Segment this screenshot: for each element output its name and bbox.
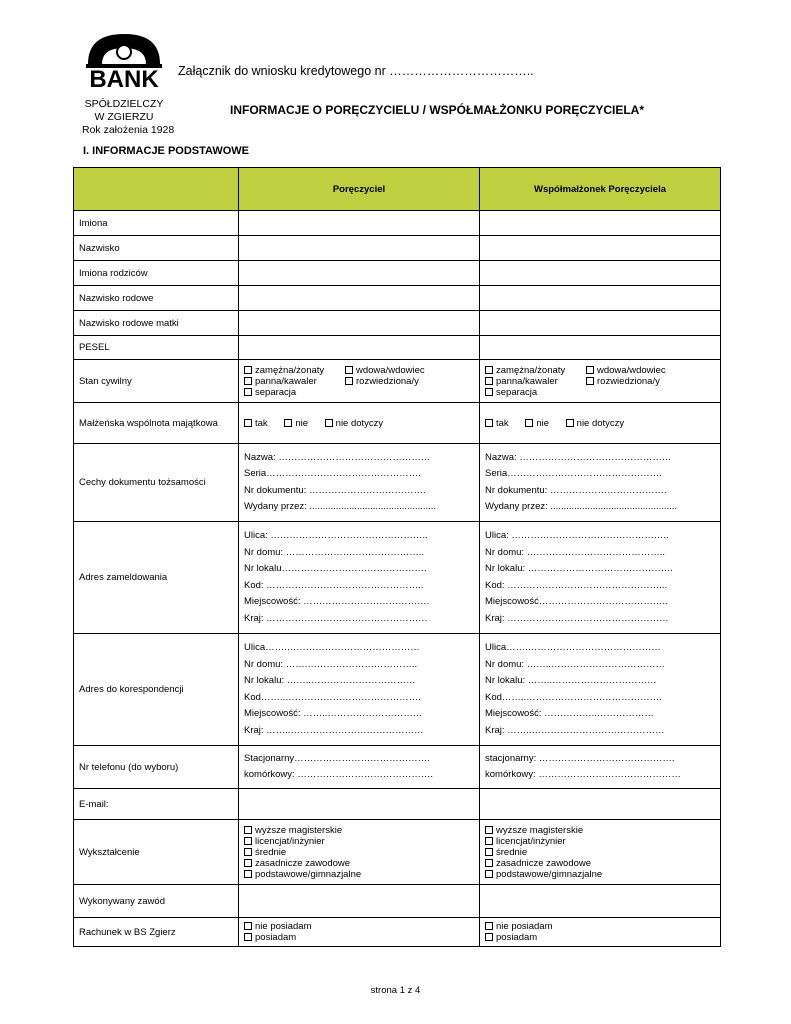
- guarantor-married-option[interactable]: zamężna/żonaty: [244, 365, 345, 376]
- row-label-first-names: Imiona: [74, 211, 239, 236]
- table-row: [74, 746, 721, 789]
- section-heading: I. INFORMACJE PODSTAWOWE: [83, 145, 250, 157]
- spouse-correspondence-address-fields: [480, 634, 721, 746]
- guarantor-community-no[interactable]: nie: [284, 418, 308, 429]
- bank-logo: [82, 30, 175, 138]
- guarantor-doc-issuer-line[interactable]: Wydany przez: ................................................: [244, 501, 437, 512]
- address-line[interactable]: Nr lokalu: ……..……………………………: [244, 675, 416, 686]
- row-label-surname: Nazwisko: [74, 236, 239, 261]
- spouse-separated-option[interactable]: separacja: [485, 387, 586, 398]
- spouse-doc-name-line[interactable]: Nazwa: …………………………………………: [485, 451, 672, 463]
- spouse-email-field[interactable]: [480, 789, 721, 820]
- checkbox-icon[interactable]: [566, 419, 574, 427]
- address-line[interactable]: Nr lokalu: ……..……………………………: [485, 675, 657, 686]
- row-label-id-document: Cechy dokumentu tożsamości: [74, 444, 239, 522]
- guarantor-surname-field[interactable]: [239, 236, 480, 261]
- guarantor-info-table: [73, 167, 721, 947]
- address-line[interactable]: Nr lokalu: ……………………………………….: [485, 563, 673, 574]
- logo-line-1: SPÓŁDZIELCZY: [84, 98, 164, 110]
- address-line[interactable]: Nr domu: ……………………………………..: [485, 546, 665, 558]
- spouse-mother-maiden-name-field[interactable]: [480, 311, 721, 336]
- landline-line[interactable]: Stacjonarny…………………………………….: [244, 752, 430, 764]
- spouse-account-options: [480, 918, 721, 947]
- checkbox-icon[interactable]: [244, 837, 252, 845]
- table-row: [74, 820, 721, 885]
- account-option-none[interactable]: nie posiadam: [485, 921, 715, 932]
- address-line[interactable]: Kraj: ……..……………………………………: [485, 724, 665, 736]
- table-row: [74, 444, 721, 522]
- row-label-maiden-name: Nazwisko rodowe: [74, 286, 239, 311]
- spouse-married-option[interactable]: zamężna/żonaty: [485, 365, 586, 376]
- education-option[interactable]: podstawowe/gimnazjalne: [244, 869, 474, 880]
- row-label-education: Wykształcenie: [74, 820, 239, 885]
- spouse-doc-series-line[interactable]: Seria………………………………………….: [485, 468, 662, 479]
- address-line[interactable]: Ulica: …………………………………………..: [244, 530, 428, 541]
- address-line[interactable]: Miejscowość…………………………………..: [485, 596, 668, 607]
- guarantor-community-na[interactable]: nie dotyczy: [325, 418, 384, 429]
- guarantor-community-yes[interactable]: tak: [244, 418, 268, 429]
- checkbox-icon[interactable]: [485, 388, 493, 396]
- column-spouse: Współmałżonek Poręczyciela: [480, 168, 721, 211]
- guarantor-pesel-field[interactable]: [239, 336, 480, 360]
- table-row: [74, 522, 721, 634]
- table-row: [74, 211, 721, 236]
- checkbox-icon[interactable]: [244, 933, 252, 941]
- checkbox-icon[interactable]: [485, 848, 493, 856]
- logo-line-2: W ZGIERZU: [94, 111, 154, 123]
- account-option-none[interactable]: nie posiadam: [244, 921, 474, 932]
- spouse-pesel-field[interactable]: [480, 336, 721, 360]
- checkbox-icon[interactable]: [244, 848, 252, 856]
- row-label-correspondence-address: Adres do korespondencji: [74, 634, 239, 746]
- row-label-occupation: Wykonywany zawód: [74, 885, 239, 918]
- checkbox-icon[interactable]: [244, 859, 252, 867]
- guarantor-email-field[interactable]: [239, 789, 480, 820]
- checkbox-icon[interactable]: [525, 419, 533, 427]
- address-line[interactable]: Kraj: ……………………………………………: [244, 612, 428, 624]
- spouse-parents-names-field[interactable]: [480, 261, 721, 286]
- checkbox-icon[interactable]: [325, 419, 333, 427]
- table-row: [74, 311, 721, 336]
- table-row: [74, 885, 721, 918]
- spouse-phone-fields: [480, 746, 721, 789]
- checkbox-icon[interactable]: [485, 366, 493, 374]
- header-empty-cell: [74, 168, 239, 211]
- row-label-marital-status: Stan cywilny: [74, 360, 239, 403]
- checkbox-icon[interactable]: [586, 377, 594, 385]
- spouse-document-fields: [480, 444, 721, 522]
- checkbox-icon[interactable]: [345, 377, 353, 385]
- checkbox-icon[interactable]: [244, 377, 252, 385]
- guarantor-phone-fields: [239, 746, 480, 789]
- spouse-single-option[interactable]: panna/kawaler: [485, 376, 586, 387]
- checkbox-icon[interactable]: [244, 419, 252, 427]
- checkbox-icon[interactable]: [244, 366, 252, 374]
- checkbox-icon[interactable]: [485, 837, 493, 845]
- row-label-bank-account: Rachunek w BS Zgierz: [74, 918, 239, 947]
- spouse-registered-address-fields: [480, 522, 721, 634]
- table-row: [74, 336, 721, 360]
- checkbox-icon[interactable]: [586, 366, 594, 374]
- spouse-community-yes[interactable]: tak: [485, 418, 509, 429]
- education-option[interactable]: wyższe magisterskie: [244, 825, 474, 836]
- address-line[interactable]: Miejscowość: ……..…………………………: [244, 708, 423, 719]
- address-line[interactable]: Kod: …………………………………………...: [485, 579, 668, 591]
- spouse-divorced-option[interactable]: rozwiedziona/y: [586, 376, 715, 387]
- guarantor-doc-series-line[interactable]: Seria………………………………………….: [244, 468, 421, 479]
- spouse-education-options: [480, 820, 721, 885]
- spouse-maiden-name-field[interactable]: [480, 286, 721, 311]
- row-label-email: E-mail:: [74, 789, 239, 820]
- checkbox-icon[interactable]: [485, 859, 493, 867]
- checkbox-icon[interactable]: [244, 922, 252, 930]
- address-line[interactable]: Nr lokalu……………………………………….: [244, 563, 427, 574]
- table-row: [74, 236, 721, 261]
- guarantor-account-options: [239, 918, 480, 947]
- address-line[interactable]: Kraj: ……..……………………………………: [244, 724, 424, 736]
- checkbox-icon[interactable]: [284, 419, 292, 427]
- guarantor-separated-option[interactable]: separacja: [244, 387, 345, 398]
- spouse-surname-field[interactable]: [480, 236, 721, 261]
- education-option[interactable]: średnie: [244, 847, 474, 858]
- checkbox-icon[interactable]: [485, 826, 493, 834]
- address-line[interactable]: Ulica…….……………………………………: [485, 642, 661, 653]
- row-label-pesel: PESEL: [74, 336, 239, 360]
- row-label-property-community: Małżeńska wspólnota majątkowa: [74, 403, 239, 444]
- logo-founded: Rok założenia 1928: [82, 124, 175, 136]
- table-row: [74, 634, 721, 746]
- table-row: [74, 918, 721, 947]
- row-label-mother-maiden-name: Nazwisko rodowe matki: [74, 311, 239, 336]
- address-line[interactable]: Nr domu: ……..………………………………: [485, 658, 665, 670]
- checkbox-icon[interactable]: [485, 419, 493, 427]
- checkbox-icon[interactable]: [244, 388, 252, 396]
- guarantor-correspondence-address-fields: [239, 634, 480, 746]
- spouse-occupation-field[interactable]: [480, 885, 721, 918]
- guarantor-widowed-option[interactable]: wdowa/wdowiec: [345, 365, 474, 376]
- table-row: [74, 403, 721, 444]
- spouse-doc-issuer-line[interactable]: Wydany przez: ................................................: [485, 501, 678, 512]
- guarantor-doc-number-line[interactable]: Nr dokumentu: ……………………………….: [244, 484, 426, 496]
- guarantor-divorced-option[interactable]: rozwiedziona/y: [345, 376, 474, 387]
- spouse-community-options: [480, 403, 721, 444]
- mobile-line[interactable]: komórkowy: …………………………………….: [244, 769, 433, 780]
- guarantor-mother-maiden-name-field[interactable]: [239, 311, 480, 336]
- row-label-registered-address: Adres zameldowania: [74, 522, 239, 634]
- checkbox-icon[interactable]: [244, 870, 252, 878]
- education-option[interactable]: średnie: [485, 847, 715, 858]
- checkbox-icon[interactable]: [485, 870, 493, 878]
- spouse-marital-options: [480, 360, 721, 403]
- table-row: [74, 261, 721, 286]
- table-row: [74, 360, 721, 403]
- address-line[interactable]: Kod……..…………………………………….: [485, 691, 662, 703]
- guarantor-community-options: [239, 403, 480, 444]
- guarantor-occupation-field[interactable]: [239, 885, 480, 918]
- address-line[interactable]: Nr domu: …….……………………………..: [244, 658, 418, 670]
- page-number: strona 1 z 4: [370, 985, 421, 996]
- guarantor-first-names-field[interactable]: [239, 211, 480, 236]
- guarantor-registered-address-fields: [239, 522, 480, 634]
- spouse-widowed-option[interactable]: wdowa/wdowiec: [586, 365, 715, 376]
- checkbox-icon[interactable]: [244, 826, 252, 834]
- account-option-have[interactable]: posiadam: [244, 932, 474, 943]
- spouse-doc-number-line[interactable]: Nr dokumentu: ……………………………….: [485, 484, 667, 496]
- education-option[interactable]: licencjat/inżynier: [485, 836, 715, 847]
- table-row: [74, 789, 721, 820]
- row-label-parents-names: Imiona rodziców: [74, 261, 239, 286]
- address-line[interactable]: Kod: …………………………………………..: [244, 579, 424, 591]
- mobile-line[interactable]: komórkowy: ………………………………………: [485, 769, 681, 780]
- spouse-first-names-field[interactable]: [480, 211, 721, 236]
- account-option-have[interactable]: posiadam: [485, 932, 715, 943]
- spouse-community-no[interactable]: nie: [525, 418, 549, 429]
- address-line[interactable]: Miejscowość: ……………..………………: [485, 708, 654, 719]
- spouse-community-na[interactable]: nie dotyczy: [566, 418, 625, 429]
- address-line[interactable]: Nr domu: ……………………………………..: [244, 546, 424, 558]
- guarantor-marital-options: [239, 360, 480, 403]
- address-line[interactable]: Kod……..…………………………………….: [244, 691, 421, 703]
- checkbox-icon[interactable]: [345, 366, 353, 374]
- row-label-phone: Nr telefonu (do wyboru): [74, 746, 239, 789]
- guarantor-doc-name-line[interactable]: Nazwa: …………………………………………: [244, 451, 431, 463]
- address-line[interactable]: Kraj: ……………………………………………: [485, 612, 669, 624]
- checkbox-icon[interactable]: [485, 377, 493, 385]
- education-option[interactable]: zasadnicze zawodowe: [244, 858, 474, 869]
- address-line[interactable]: Ulica: …………………………………………..: [485, 530, 669, 541]
- landline-line[interactable]: stacjonarny: …………………………………….: [485, 752, 675, 764]
- attachment-number: Załącznik do wniosku kredytowego nr ……………………………..: [178, 64, 534, 78]
- column-guarantor: Poręczyciel: [239, 168, 480, 211]
- address-line[interactable]: Ulica…….……………………………………: [244, 642, 420, 653]
- checkbox-icon[interactable]: [485, 922, 493, 930]
- guarantor-parents-names-field[interactable]: [239, 261, 480, 286]
- logo-name: BANK: [89, 66, 159, 93]
- education-option[interactable]: podstawowe/gimnazjalne: [485, 869, 715, 880]
- guarantor-maiden-name-field[interactable]: [239, 286, 480, 311]
- education-option[interactable]: licencjat/inżynier: [244, 836, 474, 847]
- table-row: [74, 286, 721, 311]
- guarantor-single-option[interactable]: panna/kawaler: [244, 376, 345, 387]
- checkbox-icon[interactable]: [485, 933, 493, 941]
- address-line[interactable]: Miejscowość: ………………………………….: [244, 596, 430, 607]
- form-title: INFORMACJE O PORĘCZYCIELU / WSPÓŁMAŁŻONKU PORĘCZYCIELA*: [230, 103, 645, 117]
- table-header-row: [74, 168, 721, 211]
- education-option[interactable]: zasadnicze zawodowe: [485, 858, 715, 869]
- education-option[interactable]: wyższe magisterskie: [485, 825, 715, 836]
- guarantor-education-options: [239, 820, 480, 885]
- guarantor-document-fields: [239, 444, 480, 522]
